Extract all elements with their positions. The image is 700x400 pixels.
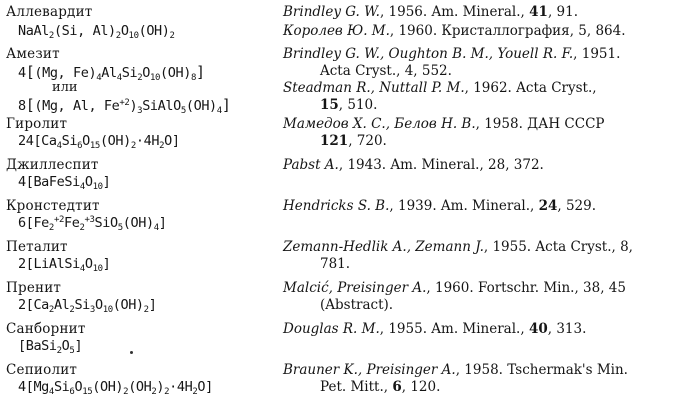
reference-line xyxy=(283,198,596,214)
reference-details: , 1955. Acta Cryst., 8, xyxy=(483,239,633,255)
reference-author: Pabst A. xyxy=(283,157,339,173)
reference-details: , 1956. Am. Mineral., xyxy=(379,4,530,20)
reference-line xyxy=(283,46,620,62)
reference-volume: 40 xyxy=(528,321,548,337)
reference-author: Brindley G. W., Oughton B. M., Youell R. F. xyxy=(283,46,574,62)
reference-continuation: (Abstract). xyxy=(320,297,394,313)
reference-line xyxy=(283,80,597,96)
reference-details: , 1939. Am. Mineral., xyxy=(389,198,539,214)
reference-continuation: Acta Cryst., 4, 552. xyxy=(320,63,452,79)
reference-volume: 24 xyxy=(538,198,558,214)
reference-author: Douglas R. M. xyxy=(283,321,380,337)
mineral-name: Джиллеспит xyxy=(6,157,99,173)
reference-details: , 1960. Fortschr. Min., 38, 45 xyxy=(426,280,626,296)
reference-line xyxy=(283,280,626,296)
reference-line xyxy=(283,157,544,173)
reference-volume: 15 xyxy=(320,97,339,113)
reference-details: , 1960. Кристаллография, 5, 864. xyxy=(389,23,626,39)
reference-details: , 1958. Tschermak's Min. xyxy=(455,362,628,378)
mineral-name: Аллевардит xyxy=(6,4,93,20)
reference-details: , 1962. Acta Cryst., xyxy=(464,80,597,96)
alternative-label: или xyxy=(52,80,78,95)
mineral-formula: $2[LiAlSi_4O_{10}]$ xyxy=(18,256,111,274)
reference-continuation xyxy=(320,97,377,113)
print-speck xyxy=(130,351,133,354)
reference-details: , 1955. Am. Mineral., xyxy=(379,321,529,337)
reference-continuation xyxy=(320,133,387,149)
mineral-name: Гиролит xyxy=(6,116,68,132)
reference-pages: , 91. xyxy=(547,4,578,20)
reference-details: , 1951. xyxy=(573,46,621,62)
reference-line xyxy=(283,4,578,20)
reference-details: , 1958. ДАН СССР xyxy=(475,116,605,132)
reference-details: Pet. Mitt., xyxy=(320,379,393,395)
mineral-formula: $[BaSi_2O_5]$ xyxy=(18,338,83,356)
reference-author: Brauner K., Preisinger A. xyxy=(283,362,456,378)
mineral-formula: $4[BaFeSi_4O_{10}]$ xyxy=(18,174,111,192)
reference-author: Steadman R., Nuttall P. M. xyxy=(283,80,465,96)
mineral-name: Санборнит xyxy=(6,321,86,337)
reference-details: , 1943. Am. Mineral., 28, 372. xyxy=(338,157,544,173)
mineral-name: Пренит xyxy=(6,280,62,296)
reference-pages: , 720. xyxy=(348,133,387,149)
mineral-name: Сепиолит xyxy=(6,362,78,378)
mineral-formula: NaAl$_2$(Si, $Al)_2O_{10}(OH)_2$ xyxy=(18,23,175,41)
reference-author: Королев Ю. М. xyxy=(283,23,390,39)
mineral-formula: $2[Ca_2Al_2Si_3O_{10}(OH)_2]$ xyxy=(18,297,157,315)
mineral-name: Амезит xyxy=(6,46,60,62)
reference-author: Мамедов Х. С., Белов Н. В. xyxy=(283,116,476,132)
reference-author: Hendricks S. B. xyxy=(283,198,390,214)
mineral-formula-alt: 8[(Mg, Al, $Fe^{+2})_3SiAlO_5(OH)_4$] xyxy=(18,96,231,116)
reference-pages: , 120. xyxy=(401,379,441,395)
reference-pages: , 313. xyxy=(547,321,587,337)
reference-volume: 41 xyxy=(529,4,548,20)
reference-line xyxy=(283,239,633,255)
reference-line xyxy=(283,362,628,378)
reference-author: Malcić, Preisinger A. xyxy=(283,280,427,296)
reference-line xyxy=(283,321,586,337)
reference-author: Zemann-Hedlik A., Zemann J. xyxy=(283,239,484,255)
reference-volume: 6 xyxy=(392,379,402,395)
mineral-name: Петалит xyxy=(6,239,68,255)
reference-line xyxy=(283,116,605,132)
reference-pages: , 529. xyxy=(557,198,597,214)
mineral-formula: 4[(Mg, $Fe)_4Al_4Si_2O_{10}(OH)_8$] xyxy=(18,63,205,83)
reference-volume: 121 xyxy=(320,133,349,149)
mineral-formula: $4[Mg_4Si_6O_{15}(OH)_2(OH_2)_2\cdot 4H_2O]$ xyxy=(18,379,213,397)
reference-continuation: 781. xyxy=(320,256,351,272)
reference-continuation xyxy=(320,379,440,395)
mineral-formula: $24[Ca_4Si_6O_{15}(OH)_2\cdot 4H_2O]$ xyxy=(18,133,180,151)
reference-author: Brindley G. W. xyxy=(283,4,380,20)
mineral-name: Кронстедтит xyxy=(6,198,100,214)
reference-pages: , 510. xyxy=(338,97,378,113)
reference-line xyxy=(283,23,626,39)
mineral-formula: $6[Fe_2^{+2}Fe_2^{+3}SiO_5(OH)_4]$ xyxy=(18,215,167,233)
